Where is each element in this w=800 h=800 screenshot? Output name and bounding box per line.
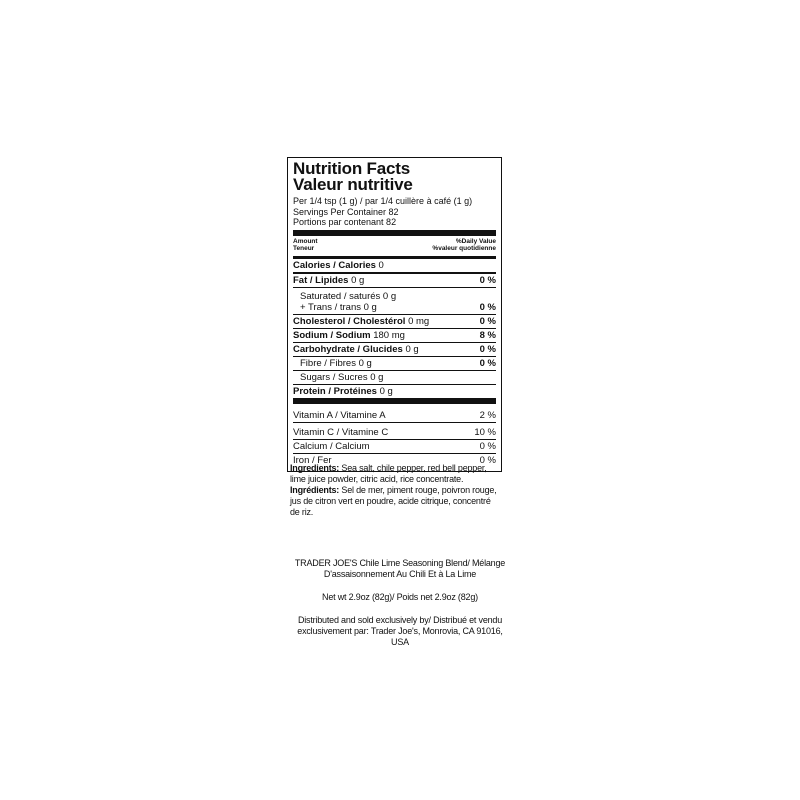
row-fibre	[293, 356, 496, 370]
nutrition-facts-label	[287, 157, 502, 472]
footer-block	[275, 558, 525, 660]
amount-fr: Teneur	[293, 245, 315, 252]
product-name: TRADER JOE'S Chile Lime Seasoning Blend/ Mélange D'assaisonnement Au Chili Et à La Lime	[294, 558, 506, 579]
vitamin-a-label: Vitamin A / Vitamine A	[293, 409, 386, 421]
protein-label: Protein / Protéines	[293, 385, 377, 397]
ingredients-fr	[290, 485, 502, 518]
serving-info	[293, 196, 496, 228]
row-protein	[293, 384, 496, 398]
row-sodium	[293, 328, 496, 342]
ingredients-fr-label: Ingrédients:	[290, 485, 340, 495]
ingredients-block	[290, 463, 502, 518]
chol-label: Cholesterol / Cholestérol	[293, 315, 406, 327]
calcium-label: Calcium / Calcium	[293, 440, 370, 452]
iron-label: Iron / Fer	[293, 454, 332, 466]
row-calories	[293, 259, 496, 272]
row-cholesterol	[293, 314, 496, 328]
servings-en: Servings Per Container 82	[293, 206, 399, 217]
row-vitamin-a	[293, 404, 496, 422]
row-carbohydrate	[293, 342, 496, 356]
net-weight: Net wt 2.9oz (82g)/ Poids net 2.9oz (82g)	[322, 592, 478, 602]
fat-value: 0 g	[351, 274, 365, 286]
vitamin-c-pct: 10 %	[474, 426, 496, 438]
servings-fr: Portions par contenant 82	[293, 217, 397, 227]
sodium-pct: 8 %	[479, 329, 496, 341]
fat-label: Fat / Lipides	[293, 274, 349, 286]
amount-en: Amount	[293, 237, 318, 245]
title-en: Nutrition Facts	[293, 159, 410, 178]
protein-value: 0 g	[379, 385, 393, 397]
row-calcium	[293, 439, 496, 453]
sugars-label: Sugars / Sucres 0 g	[300, 371, 384, 383]
row-sat-trans	[293, 287, 496, 314]
chol-value: 0 mg	[408, 315, 430, 327]
carb-label: Carbohydrate / Glucides	[293, 343, 403, 355]
dv-en: %Daily Value	[455, 237, 496, 245]
fibre-pct: 0 %	[479, 357, 496, 369]
carb-value: 0 g	[405, 343, 419, 355]
vitamin-a-pct: 2 %	[479, 409, 496, 421]
fat-pct: 0 %	[479, 274, 496, 286]
ingredients-en	[290, 463, 502, 485]
saturated-label: Saturated / saturés 0 g	[300, 290, 397, 302]
distributor: Distributed and sold exclusively by/ Distribué et vendu exclusivement par: Trader Joe's, Monrovia, CA 91016, USA	[297, 615, 503, 647]
sodium-value: 180 mg	[373, 329, 405, 341]
trans-label: + Trans / trans 0 g	[300, 301, 377, 313]
sodium-label: Sodium / Sodium	[293, 329, 371, 341]
calories-value: 0	[378, 259, 384, 271]
vitamin-c-label: Vitamin C / Vitamine C	[293, 426, 389, 438]
chol-pct: 0 %	[479, 315, 496, 327]
fibre-label: Fibre / Fibres 0 g	[300, 357, 372, 369]
sat-trans-pct: 0 %	[479, 301, 496, 313]
ingredients-en-text: Sea salt, chile pepper, red bell pepper, lime juice powder, citric acid, rice concentrate.	[290, 463, 487, 484]
ingredients-fr-text: Sel de mer, piment rouge, poivron rouge, jus de citron vert en poudre, acide citrique, concentré de riz.	[290, 485, 497, 517]
dv-fr: %valeur quotidienne	[432, 245, 496, 252]
ingredients-en-label: Ingredients:	[290, 463, 340, 473]
serving-size: Per 1/4 tsp (1 g) / par 1/4 cuillère à café (1 g)	[293, 196, 473, 206]
calcium-pct: 0 %	[479, 440, 496, 452]
title-fr: Valeur nutritive	[293, 175, 413, 194]
row-fat	[293, 272, 496, 287]
row-vitamin-c	[293, 422, 496, 439]
column-header	[293, 236, 496, 256]
calories-label: Calories / Calories	[293, 259, 376, 271]
carb-pct: 0 %	[479, 343, 496, 355]
iron-pct: 0 %	[479, 454, 496, 466]
row-sugars	[293, 370, 496, 384]
